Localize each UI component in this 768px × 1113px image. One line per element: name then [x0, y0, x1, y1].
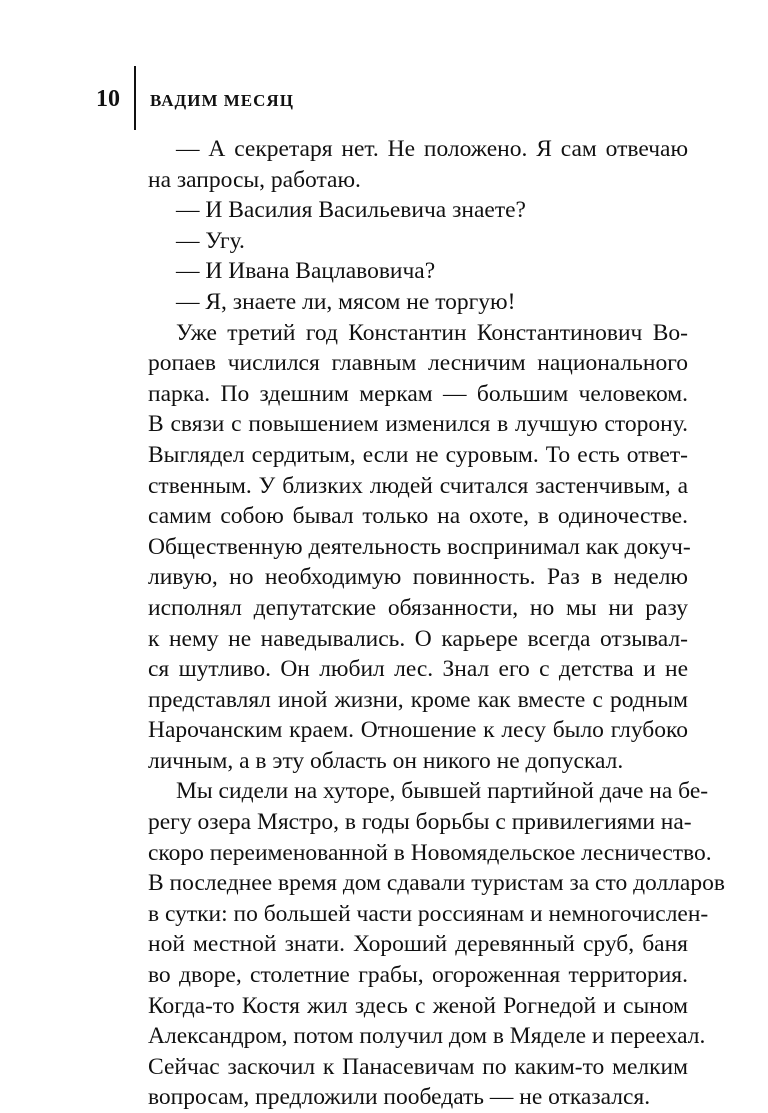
text-line: в сутки: по большей части россиянам и немногочислен- [148, 900, 709, 927]
text-line: — И Василия Васильевича знаете? [176, 197, 526, 224]
text-line: Когда-то Костя жил здесь с женой Рогнедой и сыном [148, 992, 688, 1019]
running-head-author: ВАДИМ МЕСЯЦ [150, 91, 294, 110]
text-line: на запросы, работаю. [148, 166, 361, 193]
text-line: парка. По здешним меркам — большим человеком. [148, 380, 688, 407]
text-line: исполнял депутатские обязанности, но мы ни разу [148, 594, 688, 621]
text-line: — Угу. [176, 227, 245, 254]
text-line: регу озера Мястро, в годы борьбы с привилегиями на- [148, 809, 692, 836]
text-line: представлял иной жизни, кроме как вместе с родным [148, 686, 688, 713]
text-line: В последнее время дом сдавали туристам за сто долларов [148, 870, 725, 897]
text-line: — И Ивана Вацлавовича? [176, 258, 436, 285]
text-line: ропаев числился главным лесничим национального [148, 350, 688, 377]
text-line: Нарочанским краем. Отношение к лесу было глубоко [148, 717, 688, 744]
text-line: Уже третий год Константин Константинович Во- [176, 319, 688, 346]
text-line: ливую, но необходимую повинность. Раз в неделю [148, 564, 688, 591]
page-number: 10 [96, 86, 120, 112]
text-line: Общественную деятельность воспринимал как докуч- [148, 533, 691, 560]
text-line: к нему не наведывались. О карьере всегда отзывал- [148, 625, 688, 652]
text-line: самим собою бывал только на охоте, в одиночестве. [148, 503, 688, 530]
text-line: Выглядел сердитым, если не суровым. То есть ответ- [148, 441, 688, 468]
text-line: ной местной знати. Хороший деревянный сруб, баня [148, 931, 688, 958]
text-line: Мы сидели на хуторе, бывшей партийной даче на бе- [176, 778, 709, 805]
text-line: ся шутливо. Он любил лес. Знал его с детства и не [148, 656, 688, 683]
body-text [148, 134, 725, 1113]
text-line: личным, а в эту область он никого не допускал. [148, 747, 624, 774]
text-line: В связи с повышением изменился в лучшую сторону. [148, 411, 688, 438]
text-line: ственным. У близких людей считался застенчивым, а [148, 472, 688, 499]
text-line: скоро переименованной в Новомядельское лесничество. [148, 839, 712, 866]
text-line: Александром, потом получил дом в Мяделе и переехал. [148, 1023, 706, 1050]
text-line: вопросам, предложили пообедать — не отказался. [148, 1084, 651, 1111]
text-line: — Я, знаете ли, мясом не торгую! [176, 288, 516, 315]
text-line: — А секретаря нет. Не положено. Я сам отвечаю [176, 136, 688, 162]
header-divider [134, 66, 136, 130]
text-line: Сейчас заскочил к Панасевичам по каким-то мелким [148, 1053, 688, 1080]
text-line: во дворе, столетние грабы, огороженная территория. [148, 962, 688, 989]
